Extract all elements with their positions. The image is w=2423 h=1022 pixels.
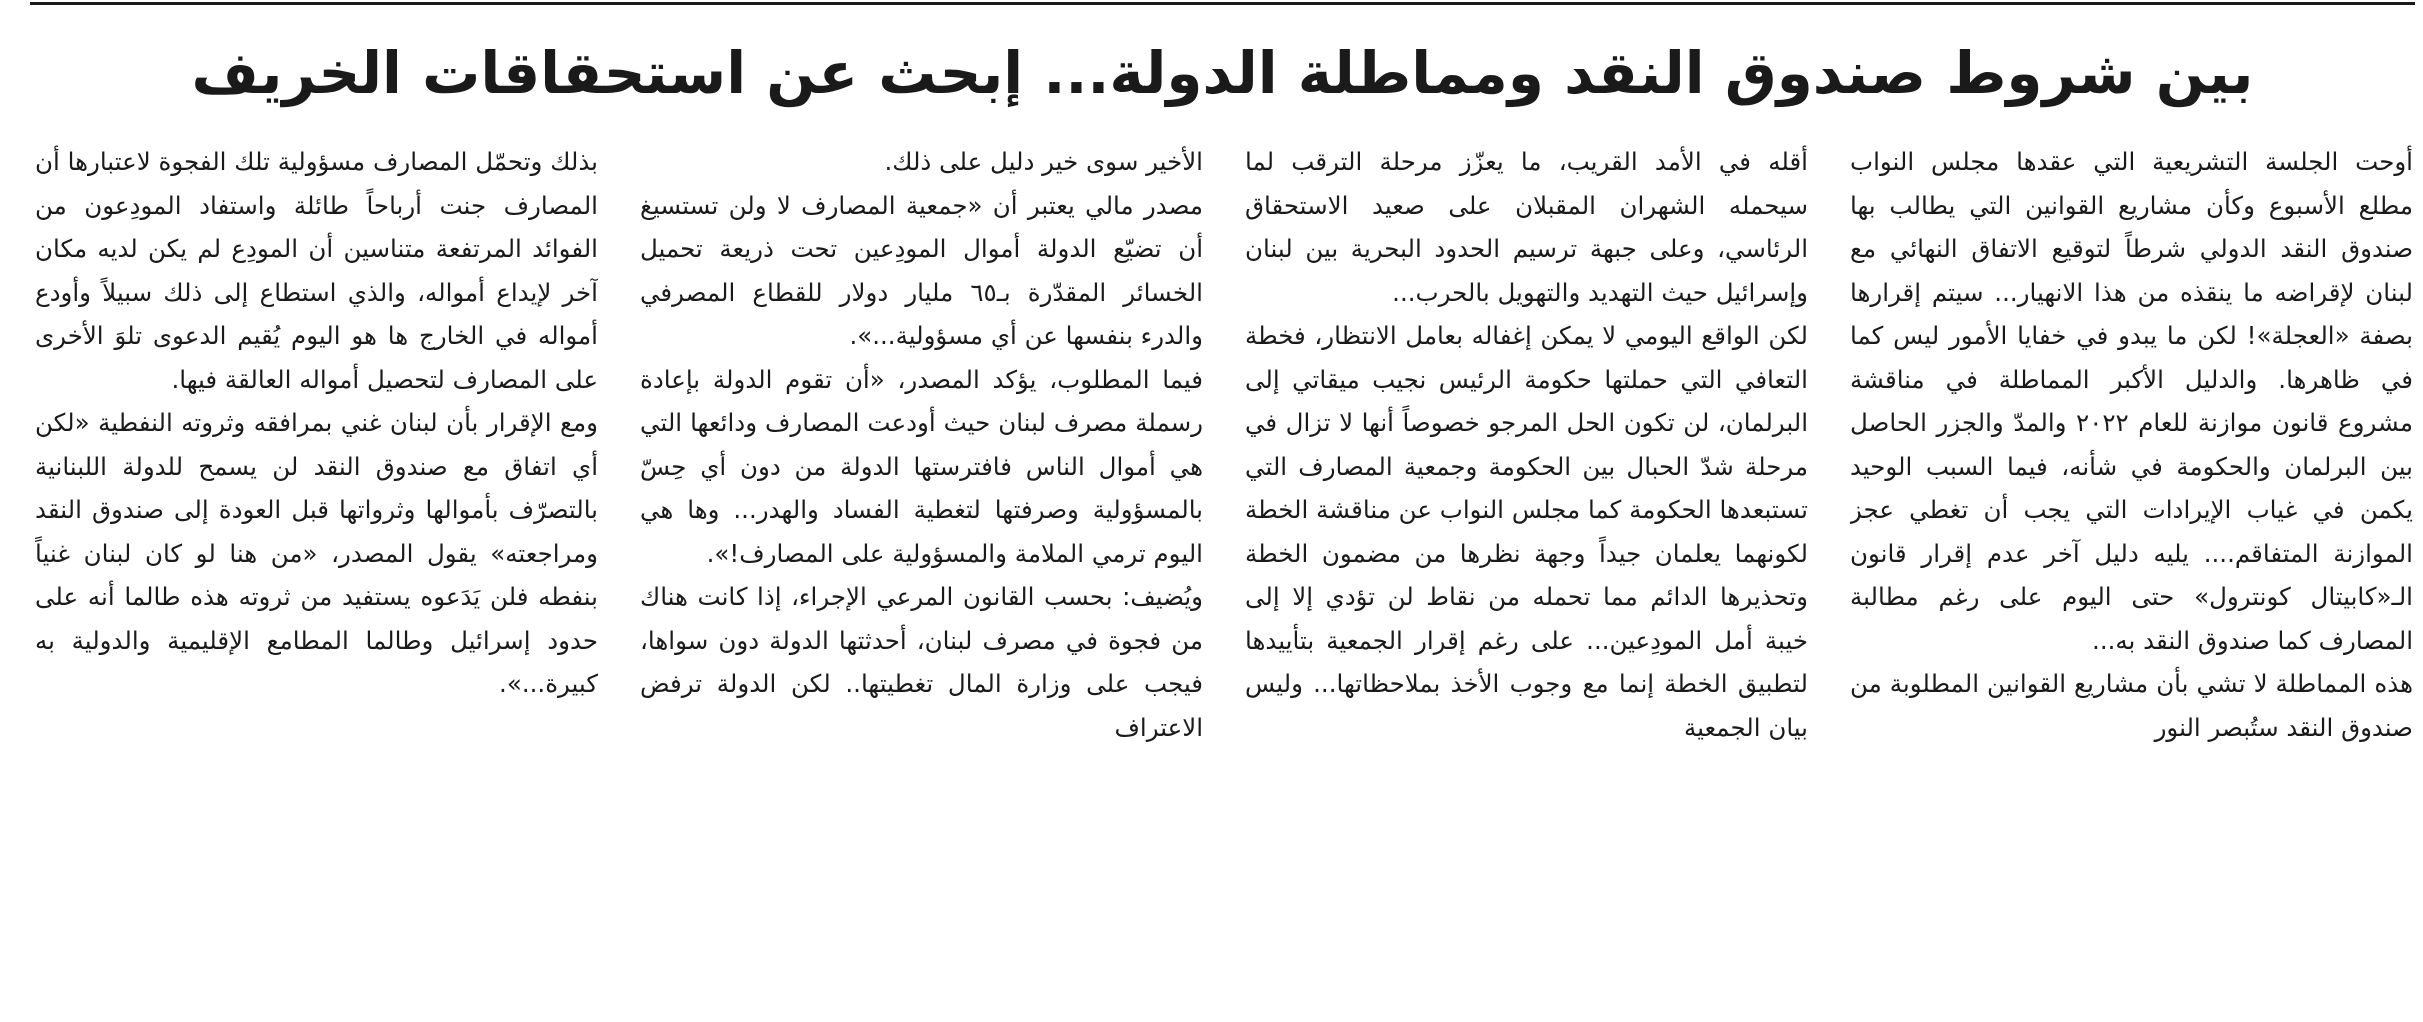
article-column-3: [640, 140, 1203, 940]
paragraph: لكن الواقع اليومي لا يمكن إغفاله بعامل الانتظار، فخطة التعافي التي حملتها حكومة الرئيس نجيب ميقاتي إلى البرلمان، لن تكون الحل المرجو خصوصاً أنها لا تزال في مرحلة شدّ الحبال بين الحكومة وجمعية المصارف التي تستبعدها الحكومة كما مجلس النواب عن مناقشة الخطة لكونهما يعلمان جيداً وجهة نظرها من مضمون الخطة وتحذيرها الدائم مما تحمله من نقاط لن تؤدي إلا إلى خيبة أمل المودِعين... على رغم إقرار الجمعية بتأييدها لتطبيق الخطة إنما مع وجوب الأخذ بملاحظاتها... وليس بيان الجمعية: [1245, 321, 1808, 742]
paragraph: ومع الإقرار بأن لبنان غني بمرافقه وثروته النفطية «لكن أي اتفاق مع صندوق النقد لن يسمح للدولة اللبنانية بالتصرّف بأموالها وثرواتها قبل العودة إلى صندوق النقد ومراجعته» يقول المصدر، «من هنا لو كان لبنان غنياً بنفطه فلن يَدَعوه يستفيد من ثروته هذه طالما أنه على حدود إسرائيل وطالما المطامع الإقليمية والدولية به كبيرة...».: [35, 408, 598, 698]
article-column-2: [1245, 140, 1808, 940]
paragraph: بذلك وتحمّل المصارف مسؤولية تلك الفجوة لاعتبارها أن المصارف جنت أرباحاً طائلة واستفاد المودِعون من الفوائد المرتفعة متناسين أن المودِع لم يكن لديه مكان آخر لإيداع أمواله، والذي استطاع إلى ذلك سبيلاً وأودع أمواله في الخارج ها هو اليوم يُقيم الدعوى تلوَ الأخرى على المصارف لتحصيل أمواله العالقة فيها.: [35, 147, 598, 394]
paragraph: فيما المطلوب، يؤكد المصدر، «أن تقوم الدولة بإعادة رسملة مصرف لبنان حيث أودعت المصارف ودائعها التي هي أموال الناس فافترستها الدولة من دون أي حِسّ بالمسؤولية وصرفتها لتغطية الفساد والهدر... وها هي اليوم ترمي الملامة والمسؤولية على المصارف!».: [640, 364, 1203, 568]
paragraph: الأخير سوى خير دليل على ذلك.: [884, 147, 1203, 176]
paragraph: مصدر مالي يعتبر أن «جمعية المصارف لا ولن تستسيغ أن تضيّع الدولة أموال المودِعين تحت ذريعة تحميل الخسائر المقدّرة بـ٦٥ مليار دولار للقطاع المصرفي والدرء بنفسها عن أي مسؤولية...».: [640, 190, 1203, 350]
headline: بين شروط صندوق النقد ومماطلة الدولة... إبحث عن استحقاقات الخريف: [191, 39, 2254, 107]
paragraph: هذه المماطلة لا تشي بأن مشاريع القوانين المطلوبة من صندوق النقد ستُبصر النور: [1850, 669, 2413, 742]
article-columns: [33, 140, 2413, 940]
paragraph: أقله في الأمد القريب، ما يعزّز مرحلة الترقب لما سيحمله الشهران المقبلان على صعيد الاستحقاق الرئاسي، وعلى جبهة ترسيم الحدود البحرية بين لبنان وإسرائيل حيث التهديد والتهويل بالحرب...: [1245, 147, 1808, 307]
top-rule: [30, 2, 2415, 5]
paragraph: ويُضيف: بحسب القانون المرعي الإجراء، إذا كانت هناك من فجوة في مصرف لبنان، أحدثتها الدولة دون سواها، فيجب على وزارة المال تغطيتها.. لكن الدولة ترفض الاعتراف: [640, 582, 1203, 742]
article-column-4: [35, 140, 598, 940]
article-column-1: [1850, 140, 2413, 940]
paragraph: أوحت الجلسة التشريعية التي عقدها مجلس النواب مطلع الأسبوع وكأن مشاريع القوانين التي يطالب بها صندوق النقد الدولي شرطاً لتوقيع الاتفاق النهائي مع لبنان لإقراضه ما ينقذه من هذا الانهيار... سيتم إقرارها بصفة «العجلة»! لكن ما يبدو في خفايا الأمور ليس كما في ظاهرها. والدليل الأكبر المماطلة في مناقشة مشروع قانون موازنة للعام ٢٠٢٢ والمدّ والجزر الحاصل بين البرلمان والحكومة في شأنه، فيما السبب الوحيد يكمن في غياب الإيرادات التي يجب أن تغطي عجز الموازنة المتفاقم.... يليه دليل آخر عدم إقرار قانون الـ«كابيتال كونترول» حتى اليوم على رغم مطالبة المصارف كما صندوق النقد به...: [1850, 147, 2413, 655]
